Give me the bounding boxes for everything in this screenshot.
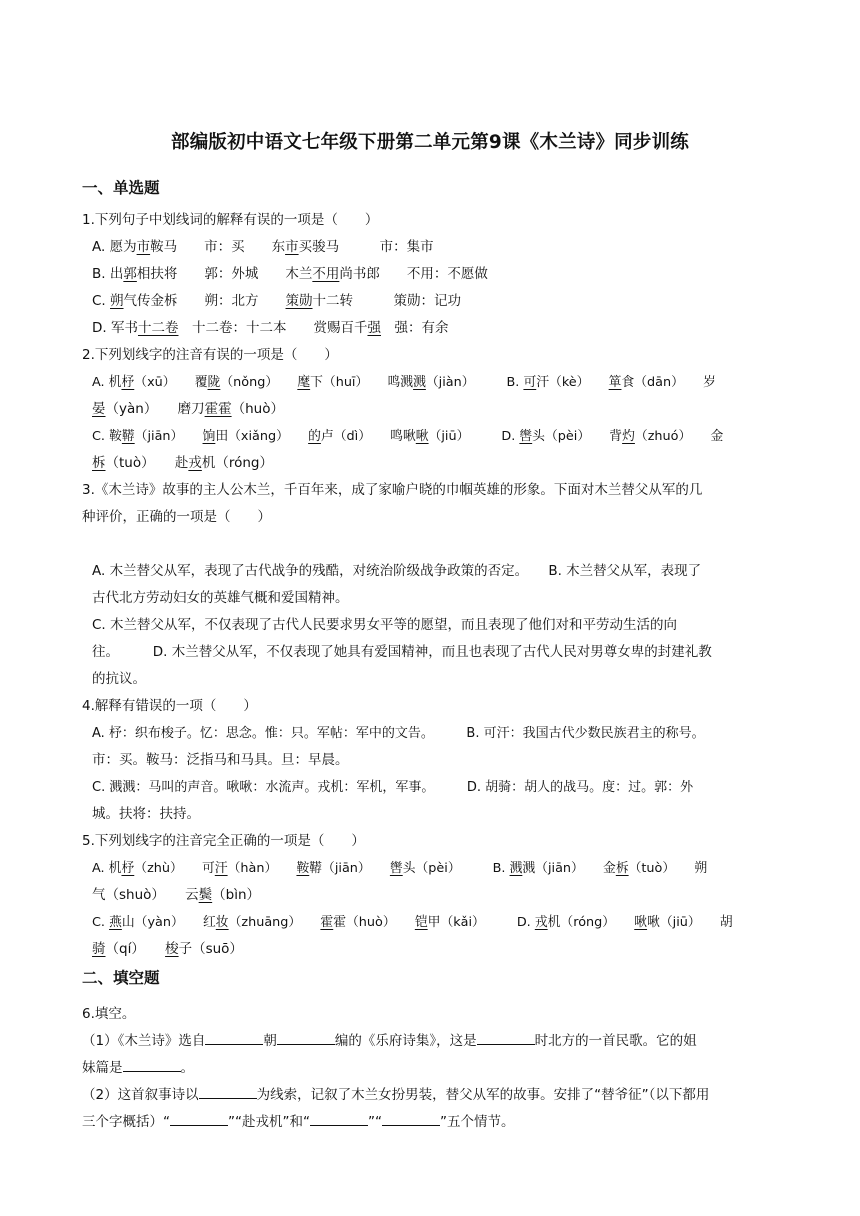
question-2-options-cd-line1: C. 鞍鞯（jiān） 饷田（xiǎng） 的卢（dì） 鸣啾啾（jiū） D. 辔头（pèi） 背灼（zhuó） 金 [92, 429, 724, 444]
question-5-options-ab-line1: A. 机杼（zhù） 可汗（hàn） 鞍鞯（jiān） 辔头（pèi） B. 溅溅（jiān） 金柝（tuò） 朔 [92, 861, 708, 876]
question-1-option-a: A. 愿为市鞍马 市：买 东市买骏马 市：集市 [92, 239, 434, 255]
question-5-options-ab-line2: 气（shuò） 云鬓（bìn） [92, 887, 261, 903]
answer-blank[interactable] [277, 1030, 335, 1045]
question-3-option-a-b-line1: A. 木兰替父从军，表现了古代战争的残酷，对统治阶级战争政策的否定。 B. 木兰替父从军，表现了 [92, 563, 702, 579]
question-6-part-1-line1: （1）《木兰诗》选自 朝 编的《乐府诗集》，这是 时北方的一首民歌。它的姐 [82, 1028, 782, 1055]
question-4-stem: 4.解释有错误的一项（ ） [82, 698, 257, 714]
question-5-options-cd-line2: 骑（qí） 梭子（suō） [92, 941, 243, 957]
question-3-stem-line1: 3.《木兰诗》故事的主人公木兰，千百年来，成了家喻户晓的巾帼英雄的形象。下面对木兰替父从军的几 [82, 482, 703, 498]
question-3-option-d-line3: 的抗议。 [92, 671, 146, 687]
question-4-option-d-line2: 城。扶将：扶持。 [92, 806, 200, 822]
question-2-stem: 2.下列划线字的注音有误的一项是（ ） [82, 347, 338, 363]
question-4-option-b-line2: 市：买。鞍马：泛指马和马具。旦：早晨。 [92, 752, 349, 768]
section-heading-single-choice: 一、单选题 [82, 179, 160, 197]
question-2-options-cd-line2: 柝（tuò） 赴戎机（róng） [92, 455, 273, 471]
answer-blank[interactable] [199, 1084, 257, 1099]
question-1-option-d: D. 军书十二卷 十二卷：十二本 赏赐百千强 强：有余 [92, 320, 449, 336]
question-6-stem: 6.填空。 [82, 1006, 136, 1022]
answer-blank[interactable] [123, 1057, 181, 1072]
question-3-option-c-line1: C. 木兰替父从军，不仅表现了古代人民要求男女平等的愿望，而且表现了他们对和平劳动生活的向 [92, 617, 678, 633]
answer-blank[interactable] [205, 1030, 263, 1045]
answer-blank[interactable] [382, 1111, 440, 1126]
question-2-options-ab-line1: A. 机杼（xū） 覆陇（nǒng） 麾下（huī） 鸣溅溅（jiàn） B. 可汗（kè） 箪食（dān） 岁 [92, 375, 716, 390]
question-1-option-c: C. 朔气传金柝 朔：北方 策勋十二转 策勋：记功 [92, 293, 462, 309]
question-6-part-2-line2: 三个字概括）“ ”“赴戎机”和“ ”“ ”五个情节。 [82, 1109, 782, 1136]
question-3-stem-line2: 种评价，正确的一项是（ ） [82, 509, 271, 525]
question-5-stem: 5.下列划线字的注音完全正确的一项是（ ） [82, 833, 365, 849]
answer-blank[interactable] [310, 1111, 368, 1126]
question-2-options-ab-line2: 晏（yàn） 磨刀霍霍（huò） [92, 401, 284, 417]
question-1-stem: 1.下列句子中划线词的解释有误的一项是（ ） [82, 212, 379, 228]
page-title: 部编版初中语文七年级下册第二单元第9课《木兰诗》同步训练 [171, 132, 689, 153]
answer-blank[interactable] [170, 1111, 228, 1126]
question-4-options-ab-line1: A. 杼：织布梭子。忆：思念。惟：只。军帖：军中的文告。 B. 可汗：我国古代少数民族君主的称号。 [92, 726, 705, 741]
question-3-option-c-d-line2: 往。 D. 木兰替父从军，不仅表现了她具有爱国精神，而且也表现了古代人民对男尊女卑的封建礼教 [92, 644, 712, 660]
question-1-option-b: B. 出郭相扶将 郭：外城 木兰不用尚书郎 不用：不愿做 [92, 266, 488, 282]
question-6-part-2-line1: （2）这首叙事诗以 为线索，记叙了木兰女扮男装，替父从军的故事。安排了“替爷征”（以下都用 [82, 1082, 782, 1109]
question-4-options-cd-line1: C. 溅溅：马叫的声音。啾啾：水流声。戎机：军机，军事。 D. 胡骑：胡人的战马。度：过。郭：外 [92, 780, 694, 795]
section-heading-fill-blank: 二、填空题 [82, 969, 160, 987]
answer-blank[interactable] [477, 1030, 535, 1045]
question-5-options-cd-line1: C. 燕山（yàn） 红妆（zhuāng） 霍霍（huò） 铠甲（kǎi） D. 戎机（róng） 啾啾（jiū） 胡 [92, 915, 733, 930]
question-3-option-b-line2: 古代北方劳动妇女的英雄气概和爱国精神。 [92, 590, 349, 606]
question-6-part-1-line2: 妹篇是 。 [82, 1055, 782, 1082]
